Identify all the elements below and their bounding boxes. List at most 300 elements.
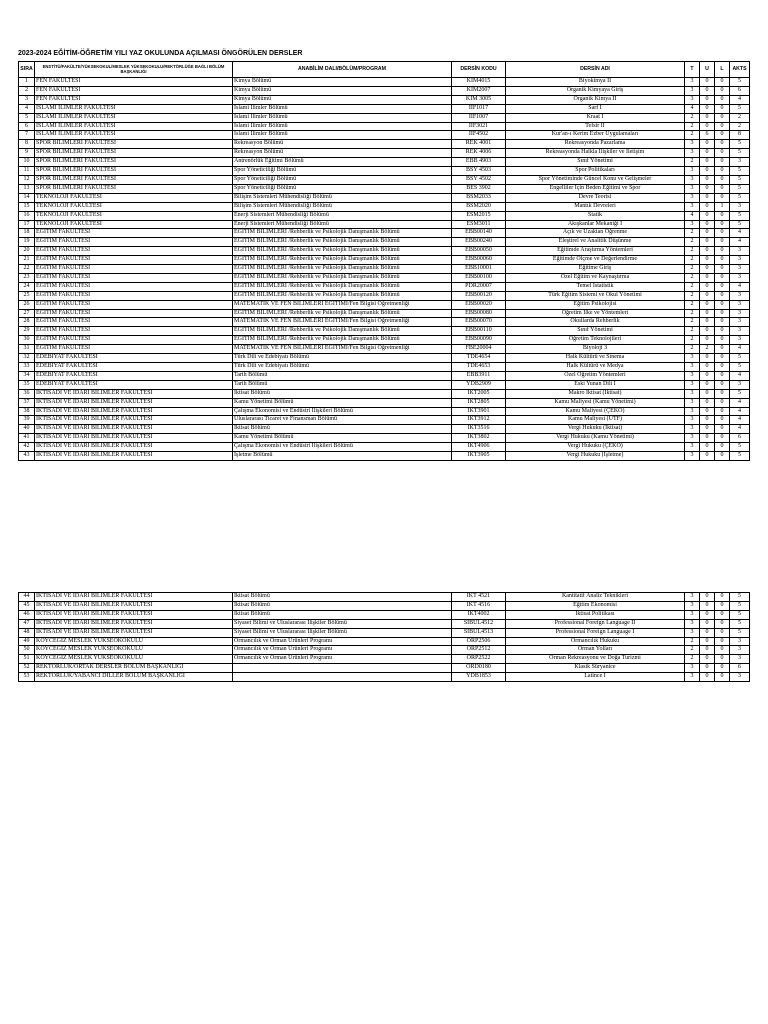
cell-institute: TEKNOLOJİ FAKÜLTESİ xyxy=(35,211,233,220)
cell-t: 3 xyxy=(685,425,700,434)
cell-l: 0 xyxy=(715,291,730,300)
cell-akts: 3 xyxy=(730,327,750,336)
cell-akts: 4 xyxy=(730,282,750,291)
cell-code: PDR20007 xyxy=(452,282,506,291)
cell-u: 0 xyxy=(700,380,715,389)
cell-code: BSY 4503 xyxy=(452,167,506,176)
table-row xyxy=(19,167,750,176)
header-akts: AKTS xyxy=(730,62,750,78)
cell-t: 3 xyxy=(685,86,700,95)
cell-l: 0 xyxy=(715,655,730,664)
table-row xyxy=(19,363,750,372)
cell-institute: EDEBİYAT FAKÜLTESİ xyxy=(35,354,233,363)
cell-l: 0 xyxy=(715,434,730,443)
cell-u: 0 xyxy=(700,664,715,673)
cell-course: Kamu Maliyesi (ÇEKO) xyxy=(506,407,685,416)
cell-institute: İKTİSADİ VE İDARİ BİLİMLER FAKÜLTESİ xyxy=(35,610,233,619)
cell-code: İKT2805 xyxy=(452,398,506,407)
cell-code: SİBUL4512 xyxy=(452,619,506,628)
cell-course: Eğitime Giriş xyxy=(506,265,685,274)
cell-akts: 5 xyxy=(730,593,750,602)
table-row xyxy=(19,601,750,610)
cell-t: 3 xyxy=(685,202,700,211)
cell-u: 0 xyxy=(700,673,715,682)
cell-u: 0 xyxy=(700,628,715,637)
table-row xyxy=(19,184,750,193)
cell-program: Ormancılık ve Orman Ürünleri Programı xyxy=(233,637,452,646)
cell-l: 0 xyxy=(715,443,730,452)
table-row xyxy=(19,202,750,211)
cell-l: 0 xyxy=(715,601,730,610)
cell-sira: 49 xyxy=(19,637,35,646)
cell-institute: EĞİTİM FAKÜLTESİ xyxy=(35,309,233,318)
cell-t: 3 xyxy=(685,371,700,380)
cell-u: 0 xyxy=(700,265,715,274)
table-row xyxy=(19,398,750,407)
cell-course: Kur'an-ı Kerim Ezber Uygulamaları xyxy=(506,131,685,140)
cell-t: 2 xyxy=(685,637,700,646)
cell-u: 0 xyxy=(700,273,715,282)
cell-program: Rekreasyon Bölümü xyxy=(233,149,452,158)
cell-code: EBB00110 xyxy=(452,327,506,336)
header-code: DERSİN KODU xyxy=(452,62,506,78)
cell-t: 3 xyxy=(685,452,700,461)
cell-u: 0 xyxy=(700,175,715,184)
cell-code: İİF1017 xyxy=(452,104,506,113)
table-row xyxy=(19,434,750,443)
cell-institute: EĞİTİM FAKÜLTESİ xyxy=(35,282,233,291)
cell-u: 0 xyxy=(700,193,715,202)
cell-l: 0 xyxy=(715,398,730,407)
cell-course: Vergi Hukuku (İşletme) xyxy=(506,452,685,461)
cell-sira: 1 xyxy=(19,78,35,87)
cell-l: 0 xyxy=(715,211,730,220)
cell-program: İşletme Bölümü xyxy=(233,452,452,461)
cell-code: İİF1007 xyxy=(452,113,506,122)
cell-akts: 5 xyxy=(730,184,750,193)
cell-program: İslami İlimler Bölümü xyxy=(233,131,452,140)
cell-sira: 50 xyxy=(19,646,35,655)
cell-institute: İKTİSADİ VE İDARİ BİLİMLER FAKÜLTESİ xyxy=(35,416,233,425)
cell-l: 0 xyxy=(715,637,730,646)
table-row xyxy=(19,593,750,602)
header-program: ANABİLİM DALI/BÖLÜM/PROGRAM xyxy=(233,62,452,78)
table-row xyxy=(19,637,750,646)
cell-institute: İKTİSADİ VE İDARİ BİLİMLER FAKÜLTESİ xyxy=(35,601,233,610)
header-course: DERSİN ADI xyxy=(506,62,685,78)
cell-sira: 24 xyxy=(19,282,35,291)
cell-u: 0 xyxy=(700,86,715,95)
cell-t: 3 xyxy=(685,140,700,149)
table-row xyxy=(19,291,750,300)
table-row xyxy=(19,122,750,131)
courses-table xyxy=(18,61,750,461)
cell-course: Orman Rekreasyonu ve Doğa Turizmi xyxy=(506,655,685,664)
cell-code: ORP2522 xyxy=(452,655,506,664)
cell-program: MATEMATİK VE FEN BİLİMLERİ EĞİTİMİ/Fen Bilgisi Öğretmenliği xyxy=(233,318,452,327)
cell-institute: İKTİSADİ VE İDARİ BİLİMLER FAKÜLTESİ xyxy=(35,407,233,416)
cell-t: 2 xyxy=(685,256,700,265)
cell-sira: 16 xyxy=(19,211,35,220)
cell-sira: 33 xyxy=(19,363,35,372)
cell-code: EBB10001 xyxy=(452,265,506,274)
table-row xyxy=(19,443,750,452)
cell-program: MATEMATİK VE FEN BİLİMLERİ EĞİTİMİ/Fen Bilgisi Öğretmenliği xyxy=(233,300,452,309)
cell-code: İKT3901 xyxy=(452,407,506,416)
cell-akts: 4 xyxy=(730,95,750,104)
cell-institute: SPOR BİLİMLERİ FAKÜLTESİ xyxy=(35,140,233,149)
cell-course: Eğitim Psikolojisi xyxy=(506,300,685,309)
cell-u: 0 xyxy=(700,443,715,452)
cell-course: Öğretim İlke ve Yöntemleri xyxy=(506,309,685,318)
cell-code: EBB00240 xyxy=(452,238,506,247)
cell-t: 2 xyxy=(685,318,700,327)
cell-akts: 3 xyxy=(730,247,750,256)
cell-t: 3 xyxy=(685,610,700,619)
cell-program: Enerji Sistemleri Mühendisliği Bölümü xyxy=(233,220,452,229)
cell-akts: 5 xyxy=(730,220,750,229)
cell-course: Ormancılık Hukuku xyxy=(506,637,685,646)
table-row xyxy=(19,78,750,87)
cell-sira: 45 xyxy=(19,601,35,610)
table-row xyxy=(19,452,750,461)
cell-code: İKT3912 xyxy=(452,416,506,425)
table-row xyxy=(19,619,750,628)
cell-akts: 2 xyxy=(730,122,750,131)
table-row xyxy=(19,282,750,291)
cell-l: 0 xyxy=(715,229,730,238)
cell-institute: TEKNOLOJİ FAKÜLTESİ xyxy=(35,193,233,202)
cell-code: EBB00120 xyxy=(452,291,506,300)
cell-u: 0 xyxy=(700,140,715,149)
cell-course: Sınıf Yönetimi xyxy=(506,158,685,167)
cell-u: 0 xyxy=(700,407,715,416)
cell-akts: 4 xyxy=(730,345,750,354)
cell-t: 3 xyxy=(685,601,700,610)
cell-course: Rekreasyonda Halkla İlişkiler ve İletişim xyxy=(506,149,685,158)
cell-course: Organik Kimya II xyxy=(506,95,685,104)
cell-l: 0 xyxy=(715,371,730,380)
cell-institute: KÖYCEĞİZ MESLEK YÜKSEOKOKULU xyxy=(35,637,233,646)
cell-program xyxy=(233,673,452,682)
cell-t: 2 xyxy=(685,229,700,238)
cell-u: 0 xyxy=(700,318,715,327)
cell-sira: 15 xyxy=(19,202,35,211)
cell-program: Kamu Yönetimi Bölümü xyxy=(233,434,452,443)
cell-course: Vergi Hukuku (Kamu Yönetimi) xyxy=(506,434,685,443)
cell-sira: 29 xyxy=(19,327,35,336)
cell-u: 0 xyxy=(700,122,715,131)
cell-institute: EĞİTİM FAKÜLTESİ xyxy=(35,336,233,345)
cell-akts: 3 xyxy=(730,256,750,265)
cell-l: 0 xyxy=(715,300,730,309)
cell-l: 0 xyxy=(715,425,730,434)
cell-akts: 5 xyxy=(730,193,750,202)
cell-l: 0 xyxy=(715,363,730,372)
cell-l: 0 xyxy=(715,593,730,602)
cell-code: EBB00070 xyxy=(452,318,506,327)
cell-u: 0 xyxy=(700,95,715,104)
cell-code: ESM2015 xyxy=(452,211,506,220)
cell-program: EĞİTİM BİLİMLERİ /Rehberlik ve Psikolojik Danışmanlık Bölümü xyxy=(233,291,452,300)
cell-program: Türk Dili ve Edebiyatı Bölümü xyxy=(233,354,452,363)
cell-course: Rekreasyonda Pazarlama xyxy=(506,140,685,149)
cell-code: İKT4906 xyxy=(452,443,506,452)
cell-program: EĞİTİM BİLİMLERİ /Rehberlik ve Psikolojik Danışmanlık Bölümü xyxy=(233,265,452,274)
cell-l: 0 xyxy=(715,309,730,318)
cell-akts: 3 xyxy=(730,202,750,211)
cell-t: 2 xyxy=(685,238,700,247)
cell-akts: 2 xyxy=(730,113,750,122)
cell-akts: 5 xyxy=(730,628,750,637)
table-row xyxy=(19,175,750,184)
cell-program: EĞİTİM BİLİMLERİ /Rehberlik ve Psikolojik Danışmanlık Bölümü xyxy=(233,336,452,345)
cell-course: Kamu Maliyesi (Kamu Yönetimi) xyxy=(506,398,685,407)
table-row xyxy=(19,673,750,682)
cell-u: 0 xyxy=(700,229,715,238)
cell-code: ESM3011 xyxy=(452,220,506,229)
cell-u: 0 xyxy=(700,371,715,380)
cell-t: 2 xyxy=(685,273,700,282)
cell-akts: 4 xyxy=(730,371,750,380)
cell-akts: 3 xyxy=(730,637,750,646)
cell-t: 2 xyxy=(685,158,700,167)
cell-institute: SPOR BİLİMLERİ FAKÜLTESİ xyxy=(35,175,233,184)
table-row xyxy=(19,664,750,673)
cell-t: 3 xyxy=(685,363,700,372)
table-row xyxy=(19,229,750,238)
cell-l: 0 xyxy=(715,327,730,336)
cell-u: 0 xyxy=(700,416,715,425)
cell-code: EBB00140 xyxy=(452,229,506,238)
cell-u: 0 xyxy=(700,336,715,345)
cell-t: 3 xyxy=(685,175,700,184)
cell-l: 0 xyxy=(715,452,730,461)
cell-program: EĞİTİM BİLİMLERİ /Rehberlik ve Psikolojik Danışmanlık Bölümü xyxy=(233,309,452,318)
cell-u: 0 xyxy=(700,646,715,655)
cell-code: REK 4001 xyxy=(452,140,506,149)
cell-t: 4 xyxy=(685,211,700,220)
cell-l: 1 xyxy=(715,202,730,211)
table-row xyxy=(19,113,750,122)
cell-u: 0 xyxy=(700,113,715,122)
cell-sira: 53 xyxy=(19,673,35,682)
table-row xyxy=(19,238,750,247)
table-row xyxy=(19,265,750,274)
cell-sira: 26 xyxy=(19,300,35,309)
cell-u: 0 xyxy=(700,398,715,407)
cell-akts: 6 xyxy=(730,434,750,443)
cell-institute: KÖYCEĞİZ MESLEK YÜKSEOKOKULU xyxy=(35,655,233,664)
cell-akts: 4 xyxy=(730,425,750,434)
cell-sira: 46 xyxy=(19,610,35,619)
cell-t: 2 xyxy=(685,336,700,345)
cell-l: 0 xyxy=(715,78,730,87)
cell-t: 3 xyxy=(685,673,700,682)
table-row xyxy=(19,220,750,229)
cell-institute: EĞİTİM FAKÜLTESİ xyxy=(35,327,233,336)
cell-l: 0 xyxy=(715,646,730,655)
cell-akts: 6 xyxy=(730,86,750,95)
cell-l: 0 xyxy=(715,628,730,637)
cell-t: 2 xyxy=(685,327,700,336)
cell-code: İKT 4516 xyxy=(452,601,506,610)
cell-code: İKT3802 xyxy=(452,434,506,443)
cell-akts: 4 xyxy=(730,407,750,416)
cell-institute: SPOR BİLİMLERİ FAKÜLTESİ xyxy=(35,167,233,176)
cell-l: 0 xyxy=(715,273,730,282)
cell-course: Eleştirel ve Analitik Düşünme xyxy=(506,238,685,247)
cell-code: TDE4654 xyxy=(452,354,506,363)
cell-t: 3 xyxy=(685,407,700,416)
cell-program: İktisat Bölümü xyxy=(233,425,452,434)
cell-sira: 36 xyxy=(19,389,35,398)
table-row xyxy=(19,327,750,336)
cell-course: Halk Kültürü ve Sinema xyxy=(506,354,685,363)
cell-sira: 52 xyxy=(19,664,35,673)
cell-akts: 5 xyxy=(730,619,750,628)
cell-u: 0 xyxy=(700,282,715,291)
cell-institute: İKTİSADİ VE İDARİ BİLİMLER FAKÜLTESİ xyxy=(35,619,233,628)
cell-program: Bilişim Sistemleri Mühendisliği Bölümü xyxy=(233,202,452,211)
cell-code: EBB00090 xyxy=(452,336,506,345)
cell-u: 0 xyxy=(700,363,715,372)
cell-u: 0 xyxy=(700,78,715,87)
cell-program: Spor Yöneticiliği Bölümü xyxy=(233,184,452,193)
cell-course: Professional Foreign Language I xyxy=(506,628,685,637)
cell-l: 0 xyxy=(715,336,730,345)
cell-t: 2 xyxy=(685,131,700,140)
cell-akts: 5 xyxy=(730,104,750,113)
cell-l: 0 xyxy=(715,149,730,158)
cell-institute: FEN FAKÜLTESİ xyxy=(35,86,233,95)
cell-u: 0 xyxy=(700,434,715,443)
cell-sira: 17 xyxy=(19,220,35,229)
cell-l: 0 xyxy=(715,318,730,327)
table-row xyxy=(19,425,750,434)
cell-code: EBB 4903 xyxy=(452,158,506,167)
table-row xyxy=(19,193,750,202)
cell-institute: İKTİSADİ VE İDARİ BİLİMLER FAKÜLTESİ xyxy=(35,389,233,398)
cell-course: Devre Teorisi xyxy=(506,193,685,202)
cell-code: EBB00020 xyxy=(452,300,506,309)
cell-program: Enerji Sistemleri Mühendisliği Bölümü xyxy=(233,211,452,220)
cell-institute: TEKNOLOJİ FAKÜLTESİ xyxy=(35,202,233,211)
cell-sira: 35 xyxy=(19,380,35,389)
cell-course: Spor Politikaları xyxy=(506,167,685,176)
cell-u: 0 xyxy=(700,655,715,664)
table-row xyxy=(19,131,750,140)
cell-u: 0 xyxy=(700,167,715,176)
table-row xyxy=(19,345,750,354)
cell-sira: 18 xyxy=(19,229,35,238)
cell-course: Klasik Süryanice xyxy=(506,664,685,673)
cell-code: YDB2909 xyxy=(452,380,506,389)
cell-l: 0 xyxy=(715,95,730,104)
table-row xyxy=(19,380,750,389)
cell-akts: 5 xyxy=(730,443,750,452)
cell-institute: FEN FAKÜLTESİ xyxy=(35,95,233,104)
cell-code: İİF4502 xyxy=(452,131,506,140)
cell-code: İKT3905 xyxy=(452,452,506,461)
cell-course: Professional Foreign Language II xyxy=(506,619,685,628)
cell-program: EĞİTİM BİLİMLERİ /Rehberlik ve Psikolojik Danışmanlık Bölümü xyxy=(233,273,452,282)
cell-u: 0 xyxy=(700,610,715,619)
cell-t: 2 xyxy=(685,300,700,309)
table-row xyxy=(19,389,750,398)
cell-t: 3 xyxy=(685,193,700,202)
cell-l: 0 xyxy=(715,184,730,193)
cell-course: Organik Kimyaya Giriş xyxy=(506,86,685,95)
cell-akts: 3 xyxy=(730,673,750,682)
cell-program: İktisat Bölümü xyxy=(233,610,452,619)
header-institute: ENSTİTÜ/FAKÜLTE/YÜKSEKOKUL/MESLEK YÜKSEKOKULU/REKTÖRLÜĞE BAĞLI BÖLÜM BAŞKANLIĞI xyxy=(35,62,233,78)
cell-program: Bilişim Sistemleri Mühendisliği Bölümü xyxy=(233,193,452,202)
cell-l: 0 xyxy=(715,158,730,167)
cell-l: 0 xyxy=(715,113,730,122)
cell-t: 3 xyxy=(685,184,700,193)
cell-course: Sarf I xyxy=(506,104,685,113)
cell-program: Kamu Yönetimi Bölümü xyxy=(233,398,452,407)
cell-program: Kimya Bölümü xyxy=(233,86,452,95)
cell-institute: EĞİTİM FAKÜLTESİ xyxy=(35,273,233,282)
table-row xyxy=(19,309,750,318)
cell-t: 3 xyxy=(685,628,700,637)
cell-l: 0 xyxy=(715,256,730,265)
cell-course: Kamu Maliyesi (UTF) xyxy=(506,416,685,425)
cell-course: Öğretim Teknolojileri xyxy=(506,336,685,345)
cell-code: İKT2005 xyxy=(452,389,506,398)
table-row xyxy=(19,211,750,220)
cell-l: 0 xyxy=(715,238,730,247)
cell-code: EBB00050 xyxy=(452,247,506,256)
cell-code: ORP2506 xyxy=(452,637,506,646)
cell-sira: 43 xyxy=(19,452,35,461)
cell-course: Halk Kültürü ve Medya xyxy=(506,363,685,372)
cell-t: 3 xyxy=(685,95,700,104)
cell-akts: 5 xyxy=(730,140,750,149)
cell-institute: EDEBİYAT FAKÜLTESİ xyxy=(35,380,233,389)
cell-program: EĞİTİM BİLİMLERİ /Rehberlik ve Psikolojik Danışmanlık Bölümü xyxy=(233,256,452,265)
cell-program xyxy=(233,664,452,673)
cell-l: 0 xyxy=(715,140,730,149)
cell-sira: 6 xyxy=(19,122,35,131)
cell-t: 2 xyxy=(685,122,700,131)
cell-course: Eğitimde Araştırma Yöntemleri xyxy=(506,247,685,256)
cell-akts: 5 xyxy=(730,601,750,610)
cell-program: İslami İlimler Bölümü xyxy=(233,104,452,113)
cell-sira: 37 xyxy=(19,398,35,407)
cell-akts: 4 xyxy=(730,238,750,247)
cell-code: EBB3911 xyxy=(452,371,506,380)
cell-program: MATEMATİK VE FEN BİLİMLERİ EĞİTİMİ/Fen Bilgisi Öğretmenliği xyxy=(233,345,452,354)
cell-akts: 3 xyxy=(730,158,750,167)
cell-institute: EĞİTİM FAKÜLTESİ xyxy=(35,345,233,354)
cell-sira: 21 xyxy=(19,256,35,265)
cell-course: Eğitimde Ölçme ve Değerlendirme xyxy=(506,256,685,265)
cell-code: SİBUL4513 xyxy=(452,628,506,637)
cell-institute: İKTİSADİ VE İDARİ BİLİMLER FAKÜLTESİ xyxy=(35,628,233,637)
cell-t: 2 xyxy=(685,265,700,274)
header-u: U xyxy=(700,62,715,78)
cell-u: 0 xyxy=(700,149,715,158)
cell-sira: 14 xyxy=(19,193,35,202)
cell-course: Okullarda Rehberlik xyxy=(506,318,685,327)
cell-course: Eğitim Ekonomisi xyxy=(506,601,685,610)
cell-akts: 3 xyxy=(730,273,750,282)
cell-u: 0 xyxy=(700,247,715,256)
cell-t: 2 xyxy=(685,282,700,291)
